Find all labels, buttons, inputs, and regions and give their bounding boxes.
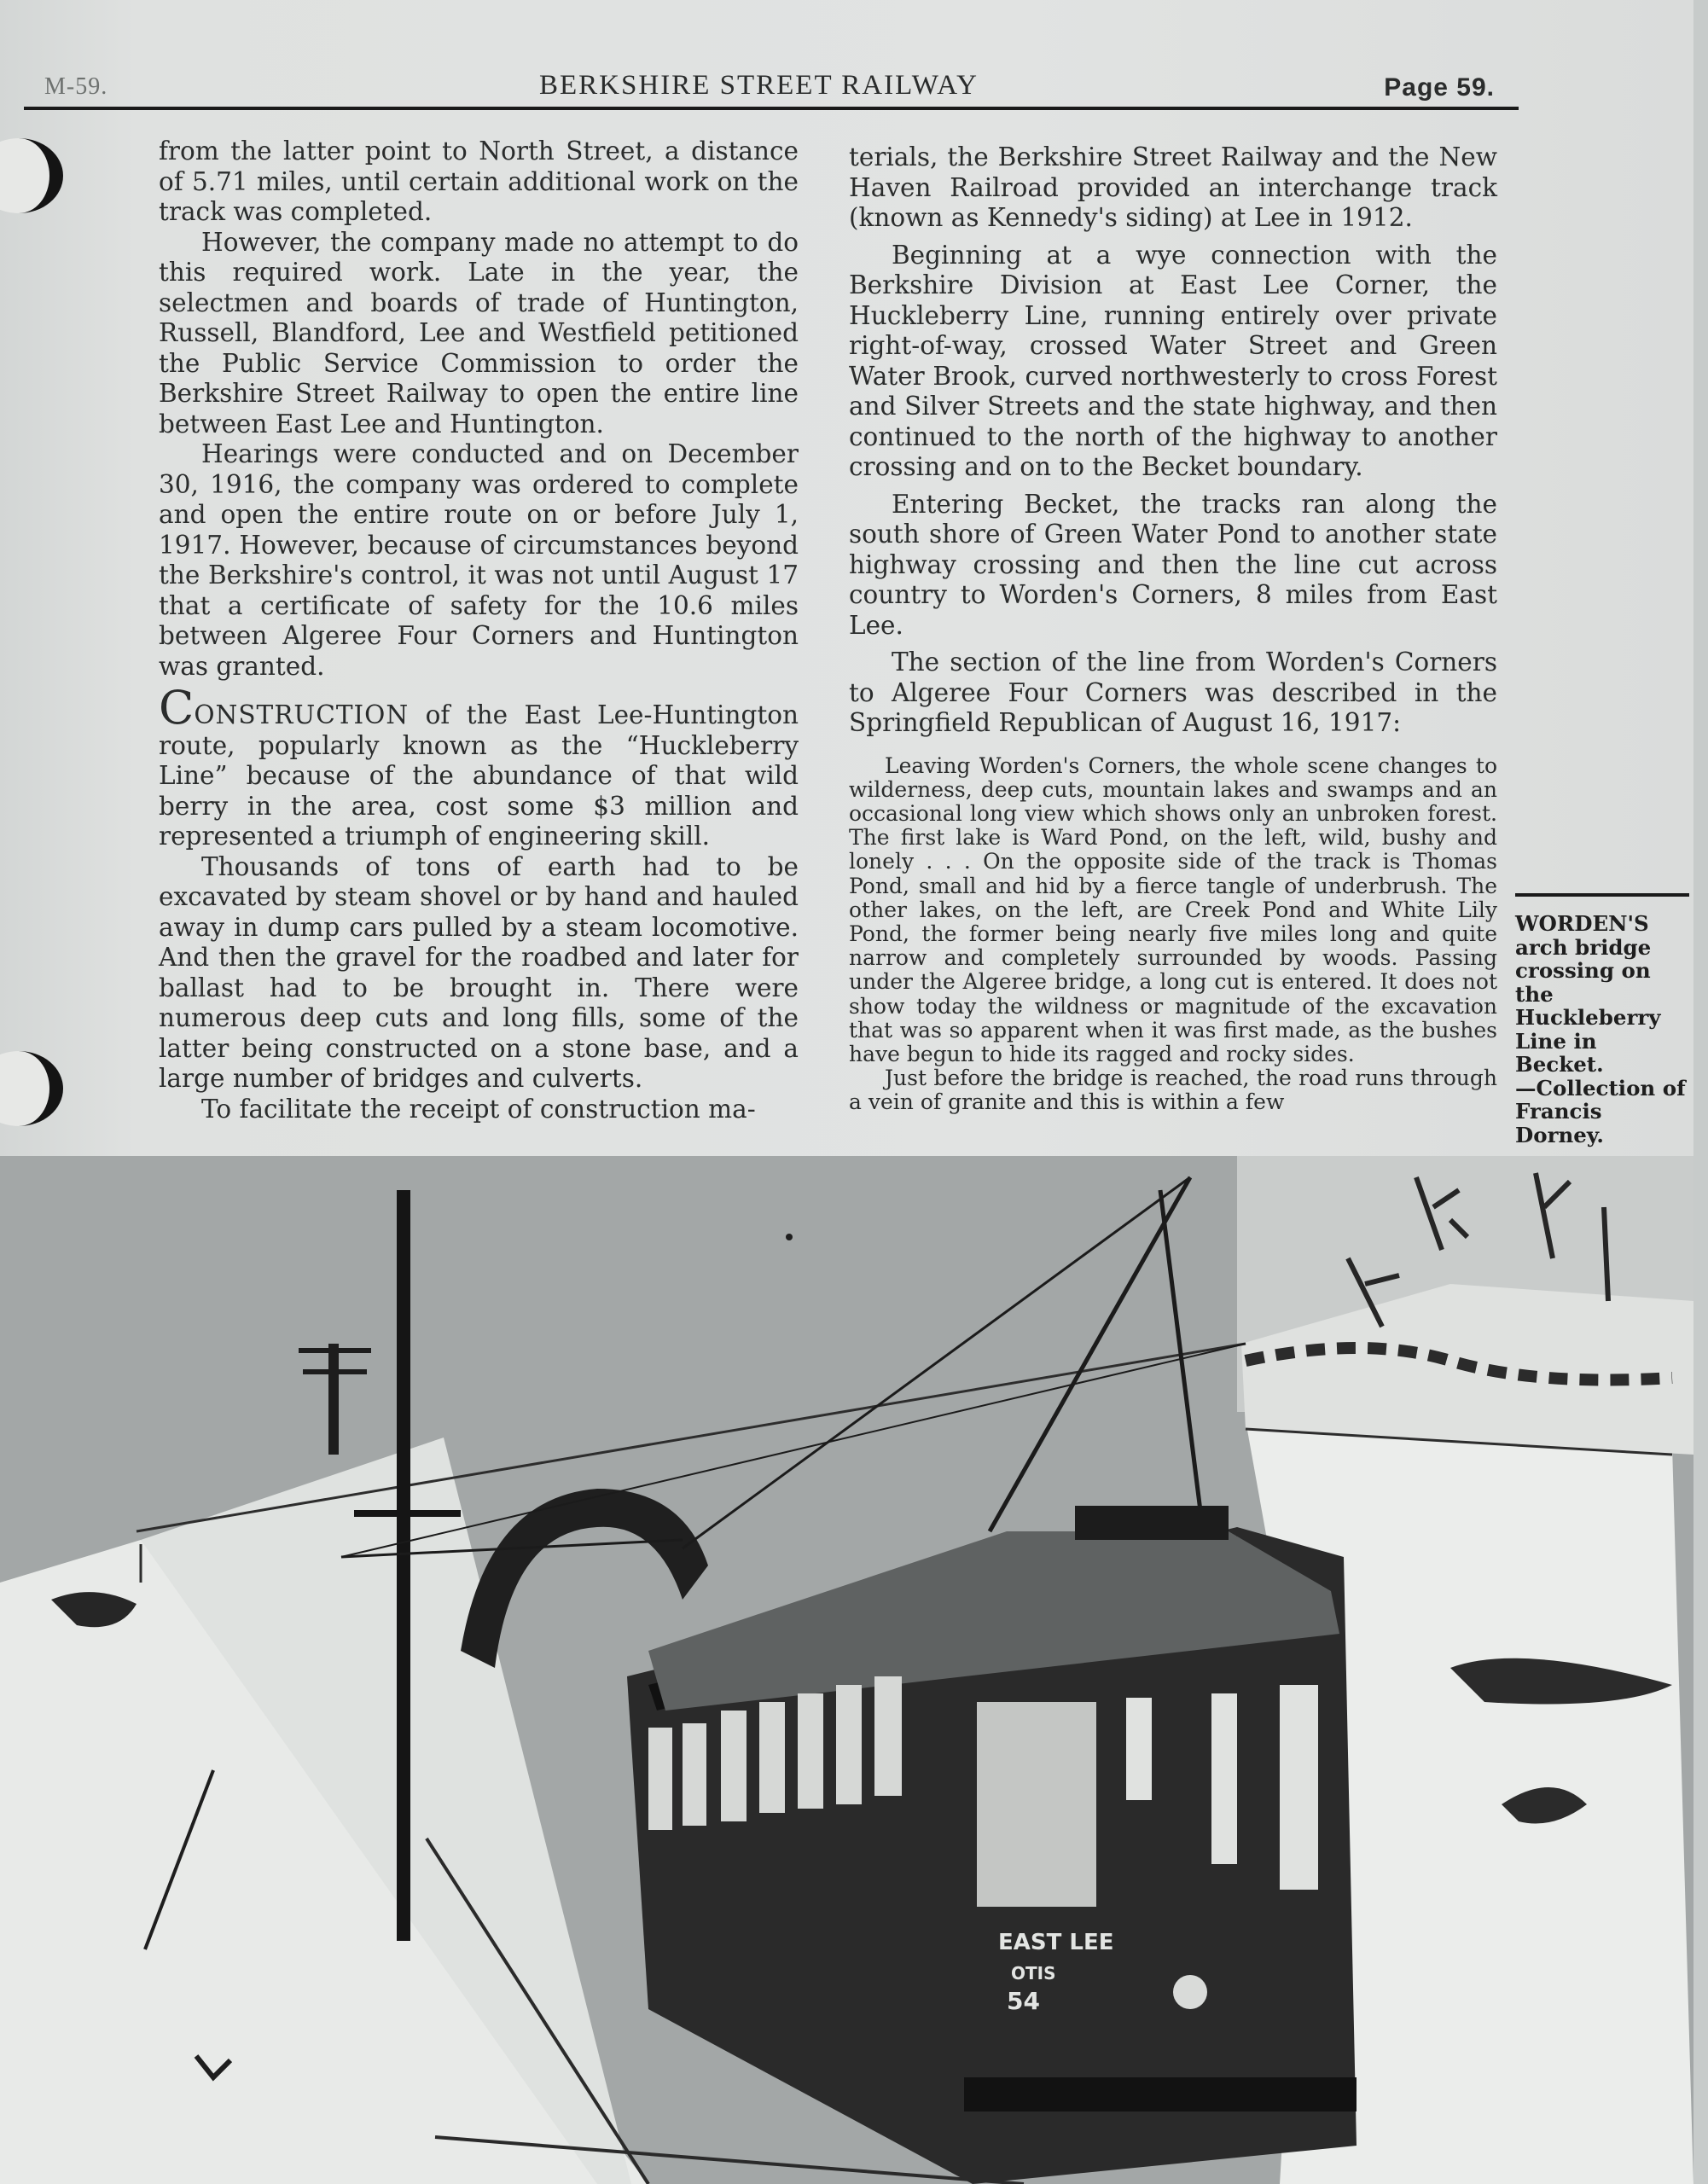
paragraph: The section of the line from Worden's Corners to Algeree Four Corners was described in the Springfield Republican of August 16, 1917: <box>849 648 1497 737</box>
paragraph-text: of the East Lee-Huntington route, popularly known as the “Huckleberry Line” because of the abundance of that wild berry in the area, cost some $3 million and represented a triumph of engineering skill. <box>159 700 799 851</box>
binder-ring-hole <box>0 1051 63 1126</box>
caption-body: arch bridge crossing on the Huckleberry Line in Becket. <box>1515 934 1661 1077</box>
left-column <box>159 136 799 1124</box>
paragraph: Thousands of tons of earth had to be excavated by steam shovel or by hand and hauled away in dump cars pulled by a steam locomotive. And then the gravel for the roadbed and later for ballast had to be brought in. There were numerous deep cuts and long fills, some of the latter being constructed on a stone base, and a large number of bridges and culverts. <box>159 851 799 1093</box>
block-quote: Just before the bridge is reached, the road runs through a vein of granite and this is within a few <box>849 1066 1497 1115</box>
drop-initial: C <box>159 681 195 735</box>
header-rule <box>24 107 1519 110</box>
trolley-photo <box>0 1156 1693 2184</box>
small-caps-lead: ONSTRUCTION <box>194 700 410 729</box>
paragraph: terials, the Berkshire Street Railway and the New Haven Railroad provided an interchange track (known as Kennedy's siding) at Lee in 1912. <box>849 142 1497 232</box>
paragraph: Hearings were conducted and on December 30, 1916, the company was ordered to complete and open the entire route on or before July 1, 1917. However, because of circumstances beyond the Berkshire's control, it was not until August 17 that a certificate of safety for the 10.6 miles between Algeree Four Corners and Huntington was granted. <box>159 439 799 681</box>
running-header <box>44 67 1516 104</box>
route-sign: OTIS <box>1011 1963 1056 1984</box>
caption-title: WORDEN'S <box>1515 911 1649 936</box>
paragraph: Beginning at a wye connection with the Berkshire Division at East Lee Corner, the Huckleberry Line, running entirely over private right-of-way, crossed Water Street and Green Water Brook, curved northwesterly to cross Forest and Silver Streets and the state highway, and then continued to the north of the highway to another crossing and on to the Becket boundary. <box>849 240 1497 481</box>
block-quote: Leaving Worden's Corners, the whole scene changes to wilderness, deep cuts, mountain lakes and swamps and an occasional long view which shows only an unbroken forest. The first lake is Ward Pond, on the left, wild, bushy and lonely . . . On the opposite side of the track is Thomas Pond, small and hid by a fierce tangle of underbrush. The other lakes, on the left, are Creek Pond and White Lily Pond, the former being nearly five miles long and quite narrow and completely surrounded by woods. Passing under the Algeree bridge, a long cut is entered. It does not show today the wildness or magnitude of the excavation that was so apparent when it was first made, as the bushes have begun to hide its ragged and rocky sides. <box>849 752 1497 1066</box>
section-opening-paragraph <box>159 681 799 852</box>
headlight <box>1173 1975 1207 2009</box>
page-code: M-59. <box>44 73 108 100</box>
page-title: BERKSHIRE STREET RAILWAY <box>539 70 979 101</box>
paragraph: To facilitate the receipt of construction ma- <box>201 1094 756 1124</box>
trolley-pole-base <box>1075 1506 1229 1540</box>
utility-pole <box>397 1190 410 1941</box>
destination-sign: EAST LEE <box>998 1930 1114 1955</box>
right-column <box>849 142 1497 1115</box>
photo-illustration <box>0 1156 1693 2184</box>
paragraph: Entering Becket, the tracks ran along the south shore of Green Water Pond to another state highway crossing and then the line cut across country to Worden's Corners, 8 miles from East Lee. <box>849 489 1497 640</box>
caption-credit: —Collection of Francis Dorney. <box>1515 1075 1686 1147</box>
paragraph: However, the company made no attempt to do this required work. Late in the year, the selectmen and boards of trade of Huntington, Russell, Blandford, Lee and Westfield petitioned the Public Service Commission to order the Berkshire Street Railway to open the entire line between East Lee and Huntington. <box>159 227 799 439</box>
front-window <box>977 1702 1096 1907</box>
paragraph: from the latter point to North Street, a distance of 5.71 miles, until certain additional work on the track was completed. <box>159 136 799 226</box>
car-number: 54 <box>1007 1987 1040 2015</box>
binder-ring-hole <box>0 138 63 213</box>
photo-caption <box>1515 893 1689 1147</box>
page-number: Page 59. <box>1384 73 1495 102</box>
